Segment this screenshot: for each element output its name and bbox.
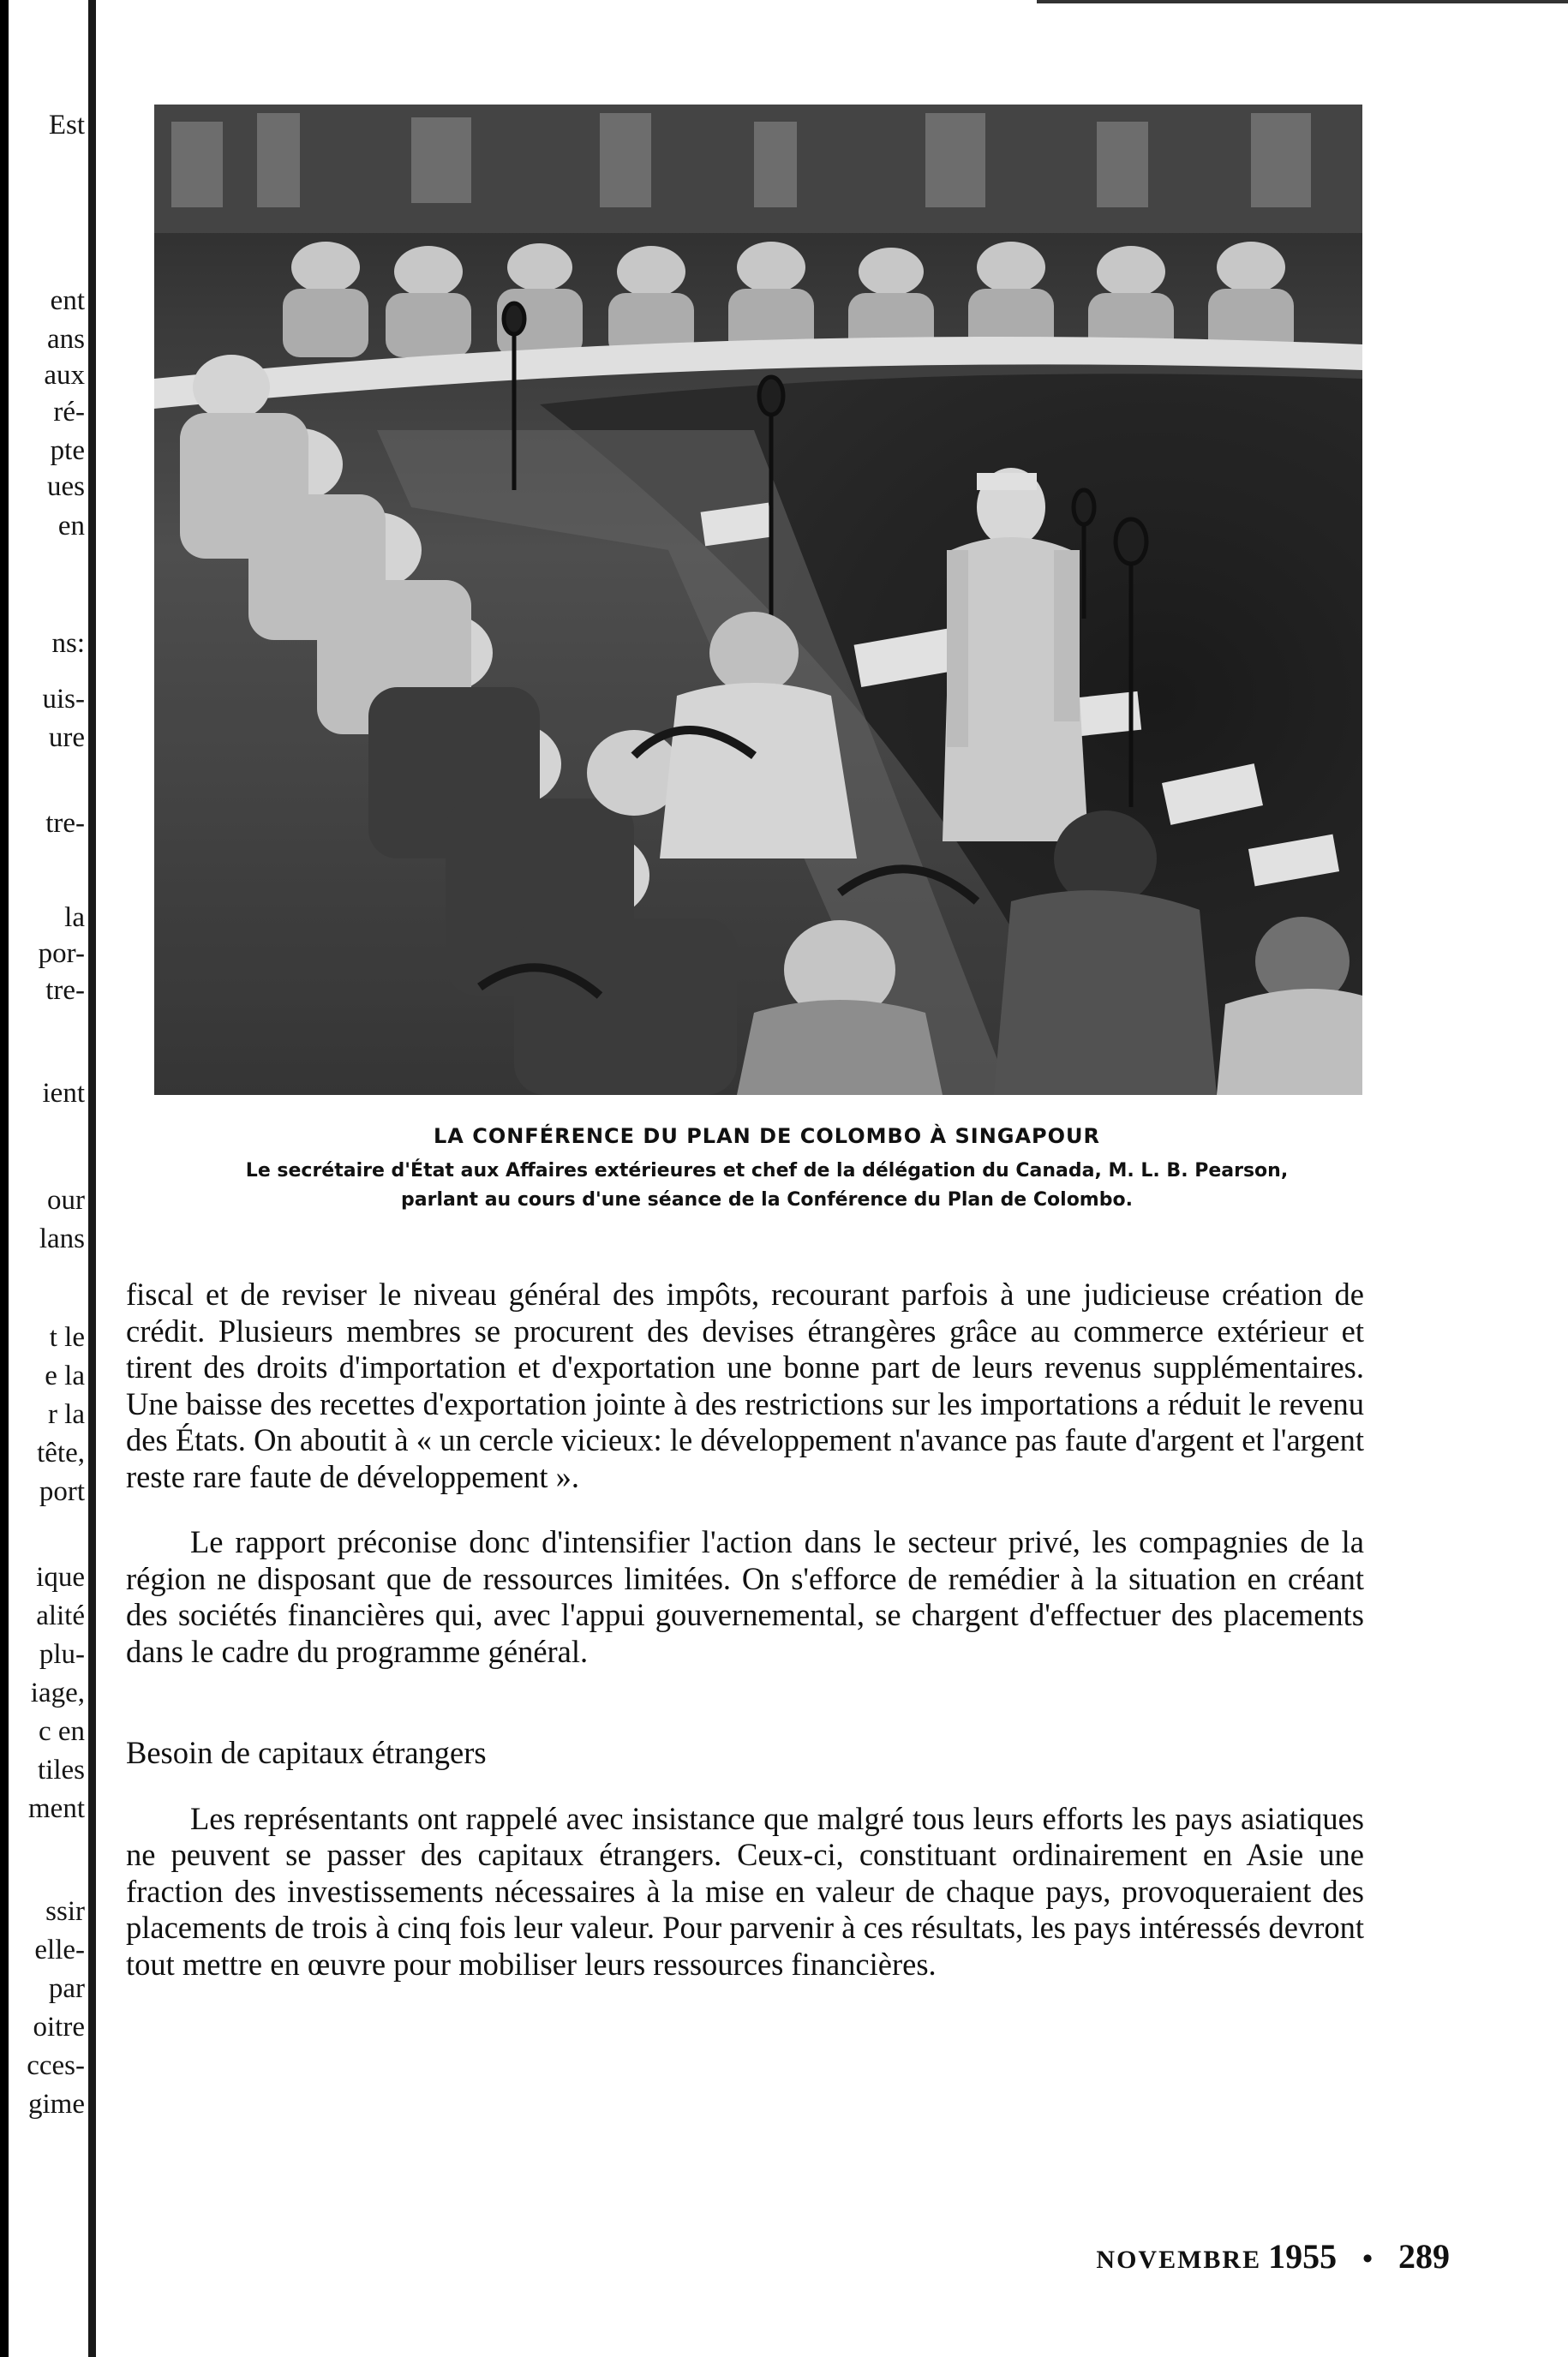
adjacent-column-fragment: iage,	[30, 1678, 85, 1708]
photo-caption	[171, 1124, 1362, 1215]
adjacent-column-fragment: tiles	[38, 1755, 85, 1786]
page-edge-bar	[0, 0, 9, 2357]
page-number: 289	[1398, 2237, 1450, 2276]
adjacent-column-fragment: port	[39, 1476, 85, 1507]
paragraph-2: Le rapport préconise donc d'intensifier l'action dans le secteur privé, les compagnies de la région ne disposant que de ressources limitées. On s'efforce de remédier à la situation en créant des sociétés financières qui, avec l'appui gouvernemental, se chargent d'effectuer des placements dans le cadre du programme général.	[126, 1524, 1364, 1669]
caption-line-1: Le secrétaire d'État aux Affaires extérieures et chef de la délégation du Canada, M. L. B. Pearson,	[245, 1160, 1289, 1181]
adjacent-column-fragment: tre-	[45, 975, 85, 1006]
adjacent-column-fragment: ent	[50, 285, 85, 316]
adjacent-column-fragment: t le	[49, 1322, 85, 1353]
adjacent-column-fragment: ique	[36, 1562, 85, 1593]
adjacent-column-fragment: ient	[42, 1078, 85, 1109]
adjacent-column-fragment: uis-	[42, 684, 85, 715]
adjacent-column-fragment: gime	[28, 2089, 85, 2120]
adjacent-column-fragment: pte	[50, 435, 85, 466]
adjacent-column-fragment: aux	[44, 360, 85, 391]
adjacent-column-fragment: ré-	[53, 397, 85, 428]
paragraph-3: Les représentants ont rappelé avec insistance que malgré tous leurs efforts les pays asiatiques ne peuvent se passer des capitaux étrangers. Ceux-ci, constituant ordinairement en Asie une fraction des investissements nécessaires à la mise en valeur de chaque pays, provoqueraient des placements de trois à cinq fois leur valeur. Pour parvenir à ces résultats, les pays intéressés devront tout mettre en œuvre pour mobiliser leurs ressources financières.	[126, 1800, 1364, 1982]
adjacent-column-fragment: ans	[47, 324, 85, 355]
section-heading: Besoin de capitaux étrangers	[126, 1735, 487, 1770]
caption-title: LA CONFÉRENCE DU PLAN DE COLOMBO À SINGAPOUR	[433, 1124, 1101, 1148]
adjacent-column-fragment: la	[64, 902, 85, 933]
adjacent-column-fragment: tête,	[37, 1438, 85, 1469]
conference-photo-illustration	[154, 105, 1362, 1095]
adjacent-column-fragment: cces-	[27, 2050, 85, 2081]
caption-line-2: parlant au cours d'une séance de la Conférence du Plan de Colombo.	[401, 1189, 1133, 1211]
adjacent-column-fragment: ns:	[51, 628, 85, 659]
page-footer	[1096, 2236, 1450, 2276]
adjacent-column-fragment: ues	[47, 471, 85, 502]
adjacent-column-fragment: alité	[36, 1600, 85, 1631]
paragraph-1: fiscal et de reviser le niveau général des impôts, recourant parfois à une judicieuse création de crédit. Plusieurs membres se procurent des devises étrangères grâce au commerce extérieur et tirent des droits d'importation et d'exportation une bonne part de leurs revenus supplémentaires. Une baisse des recettes d'exportation jointe à des restrictions sur les importations a réduit le revenu des États. On aboutit à « un cercle vicieux: le développement n'avance pas faute d'argent et l'argent reste rare faute de développement ».	[126, 1277, 1364, 1494]
adjacent-column-fragment: en	[57, 511, 85, 541]
adjacent-column-fragment: ssir	[45, 1896, 85, 1927]
column-rule	[88, 0, 96, 2357]
adjacent-column-fragment: plu-	[39, 1639, 85, 1670]
conference-photo	[154, 105, 1362, 1095]
adjacent-column-fragment: tre-	[45, 808, 85, 839]
adjacent-column-fragment: our	[47, 1185, 85, 1216]
adjacent-column-fragment: por-	[38, 938, 85, 969]
adjacent-column-fragment: r la	[47, 1399, 85, 1430]
article-body	[126, 1277, 1364, 1983]
adjacent-column-fragment: e la	[45, 1361, 85, 1391]
adjacent-column-fragment: Est	[48, 110, 85, 141]
adjacent-column-fragment: c en	[38, 1716, 85, 1747]
footer-bullet: •	[1362, 2243, 1373, 2275]
footer-year: 1955	[1268, 2237, 1338, 2276]
caption-body	[171, 1157, 1362, 1215]
adjacent-page-column	[9, 0, 88, 2357]
top-rule	[1037, 0, 1568, 3]
adjacent-column-fragment: lans	[39, 1223, 85, 1254]
adjacent-column-fragment: elle-	[34, 1935, 85, 1965]
adjacent-column-fragment: oitre	[33, 2012, 85, 2043]
adjacent-column-fragment: ure	[48, 722, 85, 753]
adjacent-column-fragment: ment	[28, 1793, 85, 1824]
footer-month: NOVEMBRE	[1096, 2246, 1262, 2274]
adjacent-column-fragment: par	[48, 1973, 85, 2004]
